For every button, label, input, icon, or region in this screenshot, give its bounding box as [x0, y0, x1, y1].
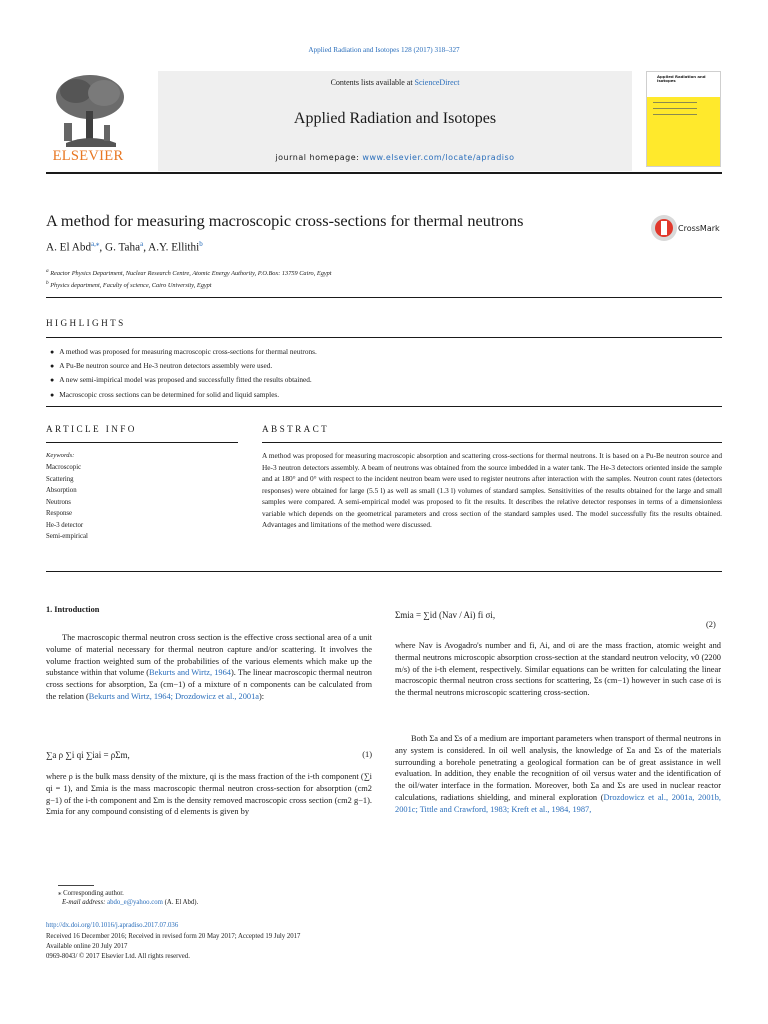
email-label: E-mail address: — [62, 899, 108, 906]
keywords-label: Keywords: — [46, 452, 75, 459]
affiliation-text: Reactor Physics Department, Nuclear Research Centre, Atomic Energy Authority, P.O.Box: 13759 Cairo, Egypt — [50, 270, 332, 278]
body-paragraph — [395, 733, 721, 816]
citation-link[interactable]: Drozdowicz et al., 2001a, 2001b, 2001c; Tittle and Crawford, 1983; Kreft et al., 1984, 1987, — [395, 792, 721, 814]
author-list: A. El Abd$^{a,⁎}$, G. Taha$^a$, A.Y. Ellithi$^b$ — [46, 240, 203, 254]
email-note — [62, 899, 198, 906]
highlight-item: ● A method was proposed for measuring macroscopic cross-sections for thermal neutrons. — [50, 345, 317, 359]
email-suffix: (A. El Abd). — [162, 899, 199, 906]
keywords-list — [46, 462, 88, 543]
intro-paragraph: where ρ is the bulk mass density of the mixture, qi is the mass fraction of the i-th component (∑i qi = 1), and Σmia is the mass macroscopic thermal neutron cross-section for absorption (cm2 g−1) of the i-th component and Σm is the density removed macroscopic cross section (cm2 g−1). Σmia for any compound consisting of d elements is given by — [46, 772, 372, 817]
contents-line — [158, 78, 632, 87]
author-name[interactable]: A. El Abd — [46, 241, 92, 254]
keyword: Neutrons — [46, 498, 71, 506]
body-paragraph: where Nav is Avogadro's number and fi, Ai, and σi are the mass fraction, atomic weight and thermal neutrons microscopic absorption cross-section at the standard neutron velocity, v0 (2200 m/s) of the i-th element, respectively. Similar equations can be written for calculating the linear macroscopic thermal neutron cross sections for scattering, Σs (cm−1) however in such case σi is the thermal neutrons microscopic scattering cross-section. — [395, 641, 721, 698]
keyword: Semi-empirical — [46, 533, 88, 540]
email-link[interactable]: abdo_e@yahoo.com — [107, 899, 163, 906]
paragraph-text: Both Σa and Σs of a medium are important parameters when transport of thermal neutrons in any system is considered. In oil well analysis, the knowledge of Σa and Σs of the materials surrounding a borehole penetrating a geological formation can be of great assistance in well evaluation. In addition, they enable the recognition of oil versus water and the identification of the oil/water interface in the formation. Moreover, both Σa and Σs are used in nuclear reactor calculations, radiations shielding, and mineral exploration ( — [395, 734, 721, 802]
cover-title: Applied Radiation and Isotopes — [657, 74, 706, 84]
citation-link[interactable]: Bekurts and Wirtz, 1964; Drozdowicz et al., 2001a — [88, 691, 260, 701]
highlight-item: ● A new semi-impirical model was proposed and successfully fitted the results obtained. — [50, 373, 317, 387]
highlights-bottom-divider — [46, 406, 722, 407]
section-heading-introduction: 1. Introduction — [46, 605, 100, 614]
abstract-bottom-divider — [46, 571, 722, 572]
journal-homepage-link[interactable]: www.elsevier.com/locate/apradiso — [362, 153, 515, 162]
paragraph-text: The macroscopic thermal neutron cross section is the effective cross sectional area of a unit volume of material necessary for thermal neutron capture and/or scattering. It involves the volume fraction weighted sum of the probabilities of the various elements which make up the substance within that volume ( — [46, 633, 372, 678]
cover-graphic — [653, 102, 697, 120]
author-name[interactable]: A.Y. Ellithi — [148, 241, 200, 254]
affiliation-marker: a — [46, 268, 49, 274]
affiliation-marker: b — [46, 280, 49, 286]
keyword: Scattering — [46, 475, 74, 483]
crossmark-label[interactable]: CrossMark — [678, 224, 720, 233]
journal-cover-thumbnail[interactable] — [646, 71, 721, 167]
citation-link[interactable]: Bekurts and Wirtz, 1964 — [149, 668, 231, 678]
journal-title: Applied Radiation and Isotopes — [293, 110, 497, 127]
elsevier-wordmark: ELSEVIER — [52, 148, 124, 164]
highlights-list — [50, 345, 317, 402]
paragraph-text: ): — [259, 691, 265, 701]
available-online: Available online 20 July 2017 — [46, 943, 128, 950]
article-info-divider — [46, 442, 238, 443]
keyword: He-3 detector — [46, 521, 84, 529]
cover-body — [647, 97, 720, 166]
highlights-divider — [46, 337, 722, 338]
contents-prefix: Contents lists available at — [330, 78, 415, 87]
article-info-heading: ARTICLE INFO — [46, 424, 137, 434]
equation-1 — [46, 750, 372, 760]
affiliation-b — [46, 280, 212, 289]
keyword: Macroscopic — [46, 464, 82, 471]
header-divider — [46, 172, 722, 174]
article-title: A method for measuring macroscopic cross-sections for thermal neutrons — [46, 211, 524, 230]
highlight-item: ● A Pu-Be neutron source and He-3 neutron detectors assembly were used. — [50, 359, 317, 373]
journal-reference-link[interactable]: Applied Radiation and Isotopes 128 (2017) 318–327 — [308, 46, 460, 54]
homepage-prefix: journal homepage: — [275, 153, 363, 162]
intro-paragraph — [46, 632, 372, 703]
abstract-divider — [262, 442, 722, 443]
doi-link[interactable]: http://dx.doi.org/10.1016/j.apradiso.2017.07.036 — [46, 922, 179, 929]
journal-homepage-line — [158, 153, 632, 162]
keyword: Absorption — [46, 487, 77, 494]
equation-body: ∑a ρ ∑i qi ∑iai = ρΣm, — [46, 750, 130, 760]
highlights-heading: HIGHLIGHTS — [46, 318, 126, 328]
abstract-text: A method was proposed for measuring macroscopic absorption and scattering cross-sections for thermal neutrons. It is based on a Pu-Be neutron source and He-3 neutron detectors assembly. A beam of neutrons was obtained from the source imbedded in a water tank. The He-3 detectors oriented inside the sample and at 180° and 0° with respect to the incident neutron beam were used to register neutrons after interaction with the samples. Neutron count rates (detectors responses) were obtained for large (5.5 l) as well as small (1.3 l) volumes of standard samples. Sensitivities of the results obtained for the large and small samples were compared. A semi-empirical model was proposed to fit the results. It describes the relative detector responses in terms of a dimensionless variable which depends on the geometrical parameters and cross section of the standard samples used. The model successfully fits the results obtained. Advantages and limitations of the method were discussed. — [262, 451, 722, 530]
highlight-item: ● Macroscopic cross sections can be determined for solid and liquid samples. — [50, 388, 317, 402]
author-affiliation-marker[interactable]: b — [199, 240, 203, 248]
equation-number: (1) — [362, 750, 372, 759]
author-name[interactable]: G. Taha — [105, 241, 141, 254]
footnote-divider — [58, 885, 94, 886]
copyright-line: 0969-8043/ © 2017 Elsevier Ltd. All rights reserved. — [46, 953, 190, 960]
paragraph-text: ). The linear macroscopic thermal neutron cross sections for absorption, Σa (cm−1) of a mixture of n components can be calculated from the relation ( — [46, 668, 372, 701]
equation-number: (2) — [706, 620, 716, 629]
corresponding-author-note: ⁎ Corresponding author. — [58, 890, 124, 897]
sciencedirect-link[interactable]: ScienceDirect — [414, 78, 460, 87]
author-affiliation-marker[interactable]: a,⁎ — [91, 240, 100, 248]
received-dates: Received 16 December 2016; Received in revised form 20 May 2017; Accepted 19 July 2017 — [46, 933, 301, 940]
keyword: Response — [46, 510, 73, 517]
cover-header — [647, 72, 720, 97]
affiliation-a — [46, 268, 332, 277]
affiliation-text: Physics department, Faculty of science, Cairo University, Egypt — [50, 282, 212, 290]
author-affiliation-marker[interactable]: a — [140, 240, 144, 248]
abstract-heading: ABSTRACT — [262, 424, 330, 434]
equation-2: Σmia = ∑id (Nav / Ai) fi σi, — [395, 610, 496, 620]
title-divider — [46, 297, 722, 298]
